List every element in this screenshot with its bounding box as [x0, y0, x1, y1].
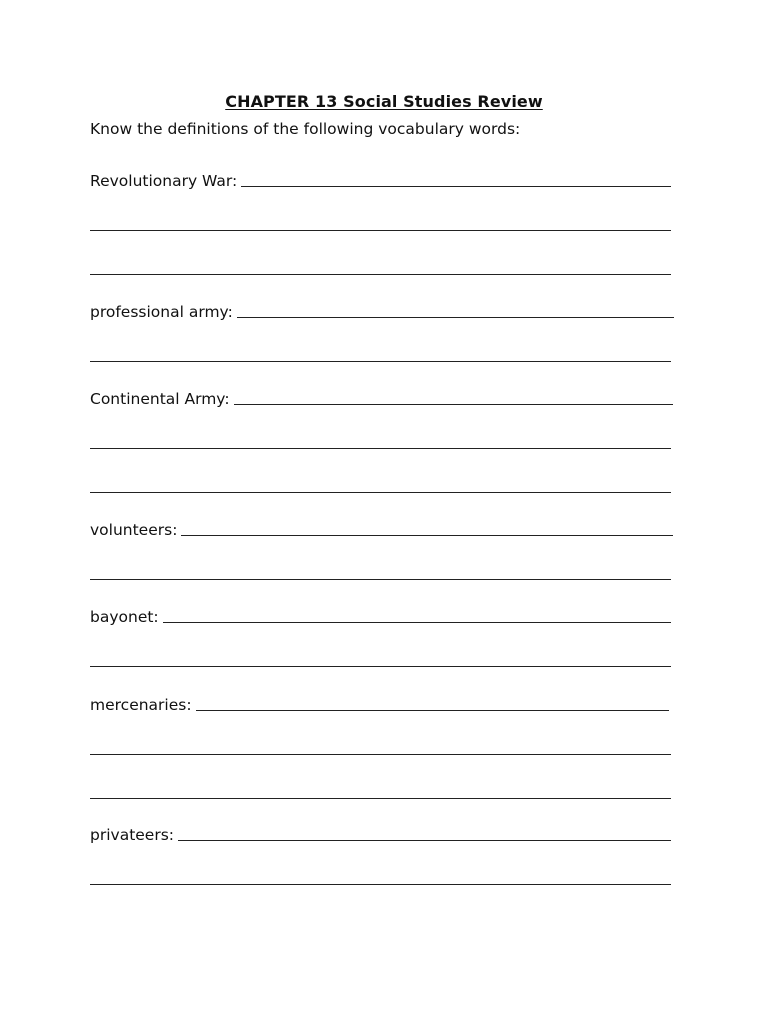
answer-row	[90, 476, 671, 496]
term-row-bayonet	[90, 606, 671, 626]
answer-line[interactable]	[163, 621, 671, 623]
answer-line[interactable]	[90, 578, 671, 580]
answer-line[interactable]	[237, 316, 674, 318]
term-label: privateers:	[90, 826, 175, 844]
term-label: professional army:	[90, 303, 233, 321]
term-label: Continental Army:	[90, 390, 230, 408]
answer-line[interactable]	[90, 797, 671, 799]
term-row-continental-army	[90, 388, 673, 408]
answer-line[interactable]	[178, 839, 671, 841]
answer-line[interactable]	[90, 273, 671, 275]
page-title: CHAPTER 13 Social Studies Review	[225, 92, 543, 111]
term-label: mercenaries:	[90, 696, 192, 714]
answer-line[interactable]	[90, 883, 671, 885]
answer-line[interactable]	[90, 665, 671, 667]
answer-row	[90, 650, 671, 670]
answer-line[interactable]	[90, 491, 671, 493]
term-row-professional-army	[90, 301, 674, 321]
answer-row	[90, 738, 671, 758]
term-row-privateers	[90, 824, 671, 844]
answer-row	[90, 345, 671, 365]
answer-row	[90, 258, 671, 278]
answer-line[interactable]	[181, 534, 673, 536]
answer-line[interactable]	[196, 709, 669, 711]
term-row-volunteers	[90, 519, 673, 539]
term-label: bayonet:	[90, 608, 159, 626]
instructions: Know the definitions of the following vocabulary words:	[90, 120, 521, 138]
answer-line[interactable]	[90, 447, 671, 449]
answer-line[interactable]	[90, 360, 671, 362]
term-label: Revolutionary War:	[90, 172, 238, 190]
answer-line[interactable]	[90, 229, 671, 231]
answer-row	[90, 563, 671, 583]
answer-line[interactable]	[234, 403, 673, 405]
answer-row	[90, 214, 671, 234]
answer-row	[90, 432, 671, 452]
answer-line[interactable]	[241, 185, 671, 187]
term-row-mercenaries	[90, 694, 669, 714]
answer-row	[90, 868, 671, 888]
answer-row	[90, 782, 671, 802]
term-row-revolutionary-war	[90, 170, 671, 190]
term-label: volunteers:	[90, 521, 178, 539]
answer-line[interactable]	[90, 753, 671, 755]
